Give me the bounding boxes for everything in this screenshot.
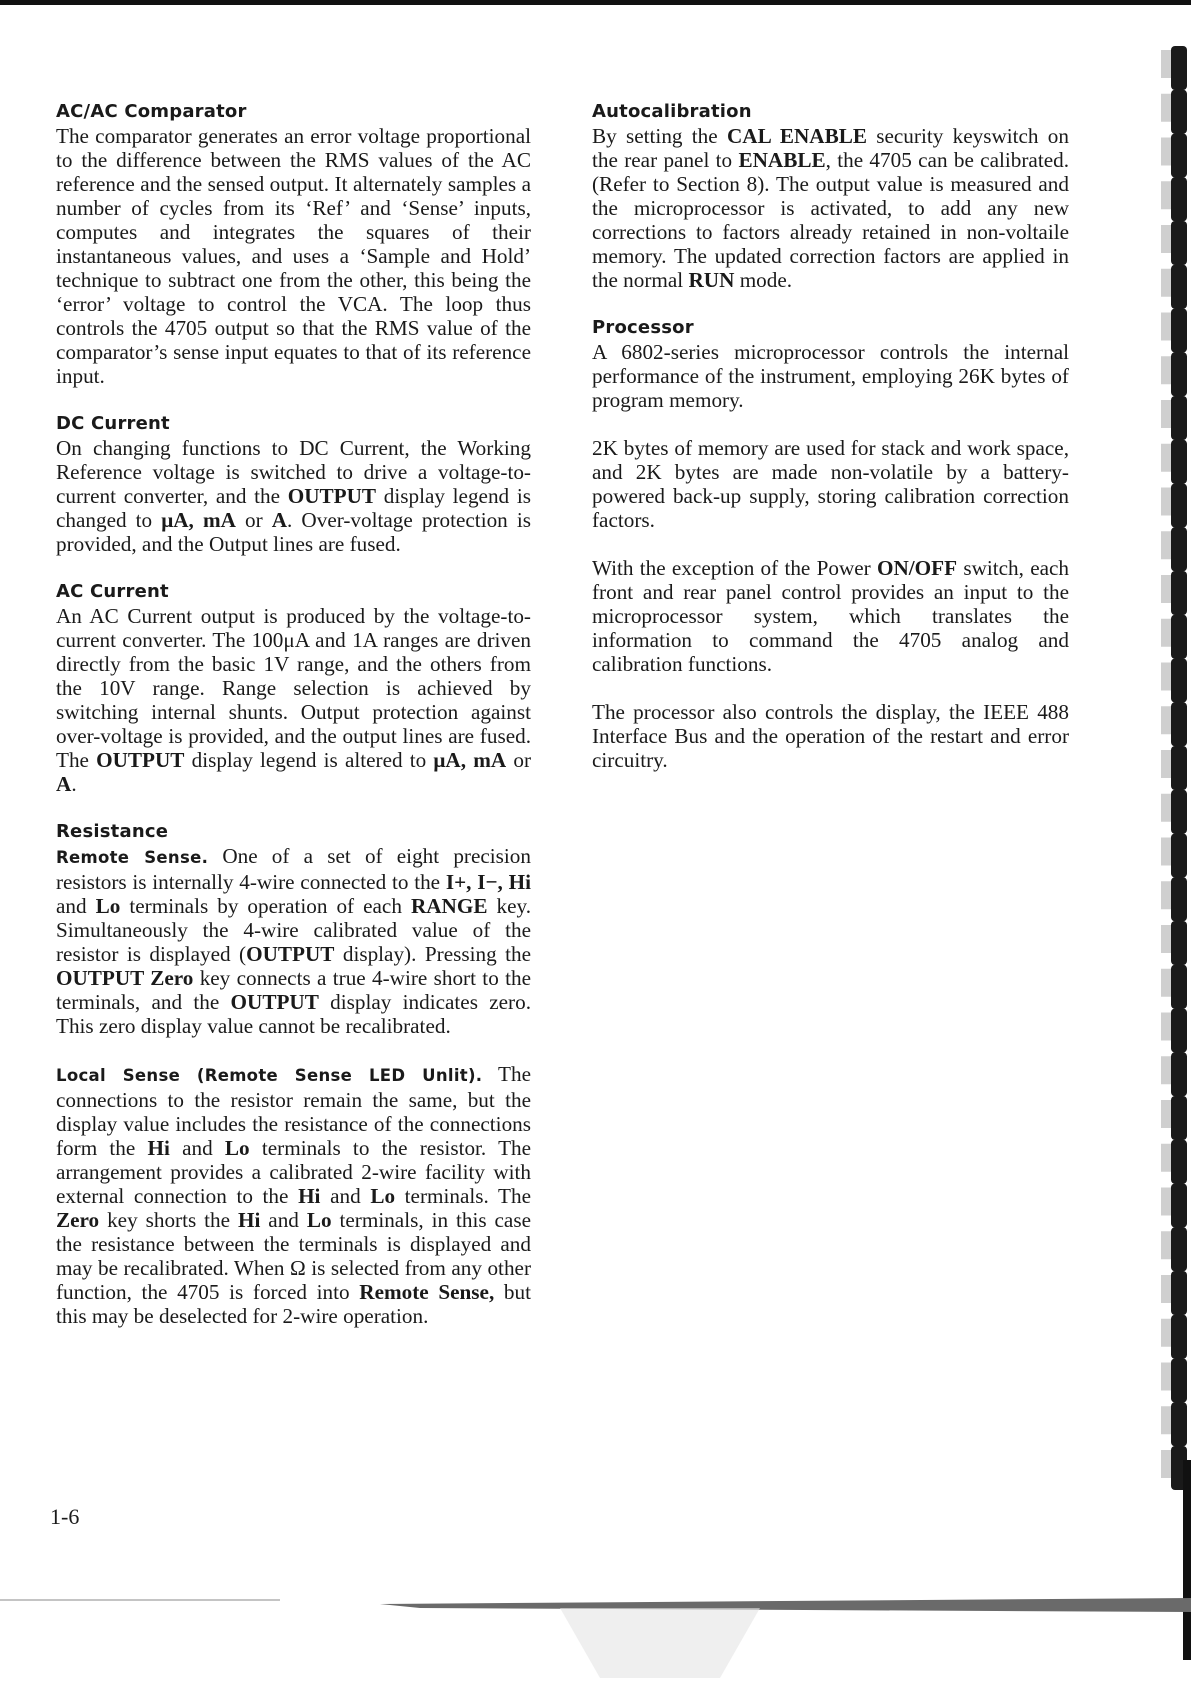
bold-run: ENABLE [738, 148, 826, 172]
text-run: terminals by operation of each [120, 894, 411, 918]
text-run: terminals to the resistor. The arrangement provides a calibrated 2-wire facility with external connection to the [56, 1136, 532, 1208]
heading-processor: Processor [592, 317, 694, 338]
binding-ring [1161, 1271, 1187, 1315]
bold-run: OUTPUT [287, 484, 377, 508]
dc-current-text [56, 436, 531, 556]
text-run: key connects a true 4-wire short to the terminals, and the [56, 966, 531, 1014]
bold-run: A [56, 772, 72, 796]
remote-sense-text [56, 844, 531, 1038]
heading-resistance: Resistance [56, 821, 169, 842]
text-run: but this may be deselected for 2-wire operation. [56, 1280, 531, 1328]
binding-ring [1161, 1359, 1187, 1403]
text-run: terminals, in this case the resistance between the terminals is displayed and may be recalibrated. When Ω is selected from any other function, the 4705 is forced into [56, 1208, 531, 1304]
binding-ring [1161, 965, 1187, 1009]
bold-run: Hi [147, 1136, 170, 1160]
binding-ring [1161, 790, 1187, 834]
text-run: mode. [734, 268, 793, 292]
bold-run: A [271, 508, 288, 532]
bold-run: OUTPUT [230, 990, 319, 1014]
heading-ac-comparator: AC/AC Comparator [56, 101, 247, 122]
binding-ring [1161, 309, 1187, 353]
bold-run: OUTPUT [246, 942, 335, 966]
text-run: . Over-voltage protection is provided, and the Output lines are fused. [56, 508, 531, 556]
binding-ring [1161, 877, 1187, 921]
processor-para-2: 2K bytes of memory are used for stack and work space, and 2K bytes are made non-volatile by a battery-powered back-up supply, storing calibration correction factors. [592, 436, 1069, 532]
binding-ring [1161, 134, 1187, 178]
binding-ring [1161, 1227, 1187, 1271]
binding-ring [1161, 221, 1187, 265]
text-run: display). Pressing the [334, 942, 531, 966]
binding-ring [1161, 1096, 1187, 1140]
text-run: One of a set of eight precision resistors is internally 4-wire connected to the [56, 844, 531, 894]
text-run: security keyswitch on the rear panel to [592, 124, 1069, 172]
binding-ring [1161, 1402, 1187, 1446]
remote-sense-label: Remote Sense. [56, 848, 209, 867]
binding-ring [1161, 746, 1187, 790]
bold-run: Lo [370, 1184, 396, 1208]
bold-run: OUTPUT [96, 748, 185, 772]
binding-ring [1161, 396, 1187, 440]
binding-ring [1161, 527, 1187, 571]
text-run: key. Simultaneously the 4-wire calibrated value of the resistor is displayed ( [56, 894, 531, 966]
text-run: key shorts the [99, 1208, 238, 1232]
right-column [592, 100, 1069, 796]
heading-ac-current: AC Current [56, 581, 169, 602]
binding-ring [1161, 1184, 1187, 1228]
binding-ring [1161, 46, 1187, 90]
binding-ring [1161, 352, 1187, 396]
autocalibration-text [592, 124, 1069, 292]
text-run: terminals. The [395, 1184, 532, 1208]
bold-run: Zero [56, 1208, 100, 1232]
text-run: . [71, 772, 77, 796]
bold-run: μA, mA [433, 748, 507, 772]
ac-comparator-text: The comparator generates an error voltage proportional to the difference between the RMS values of the AC reference and the sensed output. It alternately samples a number of cycles from its ‘Ref’ and ‘Sense’ inputs, computes and integrates the squares of their instantaneous values, and uses a ‘Sample and Hold’ technique to subtract one from the other, this being the ‘error’ voltage to control the VCA. The loop thus controls the 4705 output so that the RMS value of the comparator’s sense input equates to that of its reference input. [56, 124, 531, 388]
bold-run: Lo [224, 1136, 250, 1160]
section-dc-current [56, 412, 531, 556]
top-edge-line [0, 0, 1191, 5]
section-ac-current [56, 580, 531, 796]
processor-para-4: The processor also controls the display, the IEEE 488 Interface Bus and the operation of the restart and error circuitry. [592, 700, 1069, 772]
text-run: display legend is altered to [184, 748, 434, 772]
bold-run: RUN [688, 268, 735, 292]
heading-dc-current: DC Current [56, 413, 170, 434]
section-ac-comparator [56, 100, 531, 388]
bold-run: Lo [306, 1208, 332, 1232]
bold-run: Lo [95, 894, 121, 918]
text-run: , the 4705 can be calibrated. (Refer to Section 8). The output value is measured and the microprocessor is activated, to add any new corrections to factors already retained in non-voltaile memory. The updated correction factors are applied in the normal [592, 148, 1069, 292]
text-run: or [235, 508, 272, 532]
local-sense-text [56, 1062, 531, 1328]
text-run: and [56, 894, 96, 918]
ac-current-text [56, 604, 531, 796]
text-run: and [169, 1136, 225, 1160]
text-run: and [320, 1184, 371, 1208]
bold-run: Hi [237, 1208, 261, 1232]
binding-ring [1161, 177, 1187, 221]
binding-ring [1161, 571, 1187, 615]
binding-ring [1161, 265, 1187, 309]
bold-run: I+, I−, Hi [445, 870, 531, 894]
binding-ring [1161, 1009, 1187, 1053]
heading-autocalibration: Autocalibration [592, 101, 752, 122]
binding-ring [1161, 702, 1187, 746]
processor-para-3 [592, 556, 1069, 676]
bold-run: CAL ENABLE [726, 124, 867, 148]
text-run: or [506, 748, 531, 772]
text-run: The connections to the resistor remain the same, but the display value includes the resistance of the connections form the [56, 1062, 531, 1160]
bold-run: OUTPUT Zero [56, 966, 194, 990]
binding-ring [1161, 921, 1187, 965]
page-number: 1-6 [50, 1504, 80, 1529]
bold-run: Hi [298, 1184, 321, 1208]
bold-run: ON/OFF [877, 556, 958, 580]
left-column [56, 100, 531, 1352]
binding-ring [1161, 90, 1187, 134]
section-autocalibration [592, 100, 1069, 292]
text-run: and [260, 1208, 307, 1232]
binding-ring [1161, 1140, 1187, 1184]
section-resistance [56, 820, 531, 1328]
binding-ring [1161, 1315, 1187, 1359]
binding-ring [1161, 440, 1187, 484]
text-run: display indicates zero. This zero display value cannot be recalibrated. [56, 990, 531, 1038]
bold-run: Remote Sense, [359, 1280, 495, 1304]
local-sense-label: Local Sense (Remote Sense LED Unlit). [56, 1066, 483, 1085]
text-run: With the exception of the Power [592, 556, 878, 580]
text-run: An AC Current output is produced by the voltage-to-current converter. The 100μA and 1A ranges are driven directly from the basic 1V range, and the others from the 10V range. Range selection is achieved by switching internal shunts. Output protection against over-voltage is provided, and the output lines are fused. The [56, 604, 531, 772]
bottom-scan-shadow [0, 1598, 1191, 1685]
section-processor [592, 316, 1069, 772]
bold-run: μA, mA [161, 508, 236, 532]
binding-ring [1161, 484, 1187, 528]
text-run: switch, each front and rear panel control provides an input to the microprocessor system, which translates the information to command the 4705 analog and calibration functions. [592, 556, 1070, 676]
text-run: On changing functions to DC Current, the Working Reference voltage is switched to drive a voltage-to-current converter, and the [56, 436, 531, 508]
text-run: display legend is changed to [56, 484, 531, 532]
processor-para-1: A 6802-series microprocessor controls the internal performance of the instrument, employing 26K bytes of program memory. [592, 340, 1069, 412]
bold-run: RANGE [410, 894, 488, 918]
scan-shadow-top [380, 1598, 1191, 1612]
spiral-binding [1157, 40, 1191, 1660]
binding-ring [1161, 659, 1187, 703]
binding-ring [1161, 834, 1187, 878]
text-run: By setting the [592, 124, 727, 148]
binding-ring [1161, 615, 1187, 659]
binding-ring [1161, 1052, 1187, 1096]
scan-shadow-blur [560, 1608, 760, 1678]
